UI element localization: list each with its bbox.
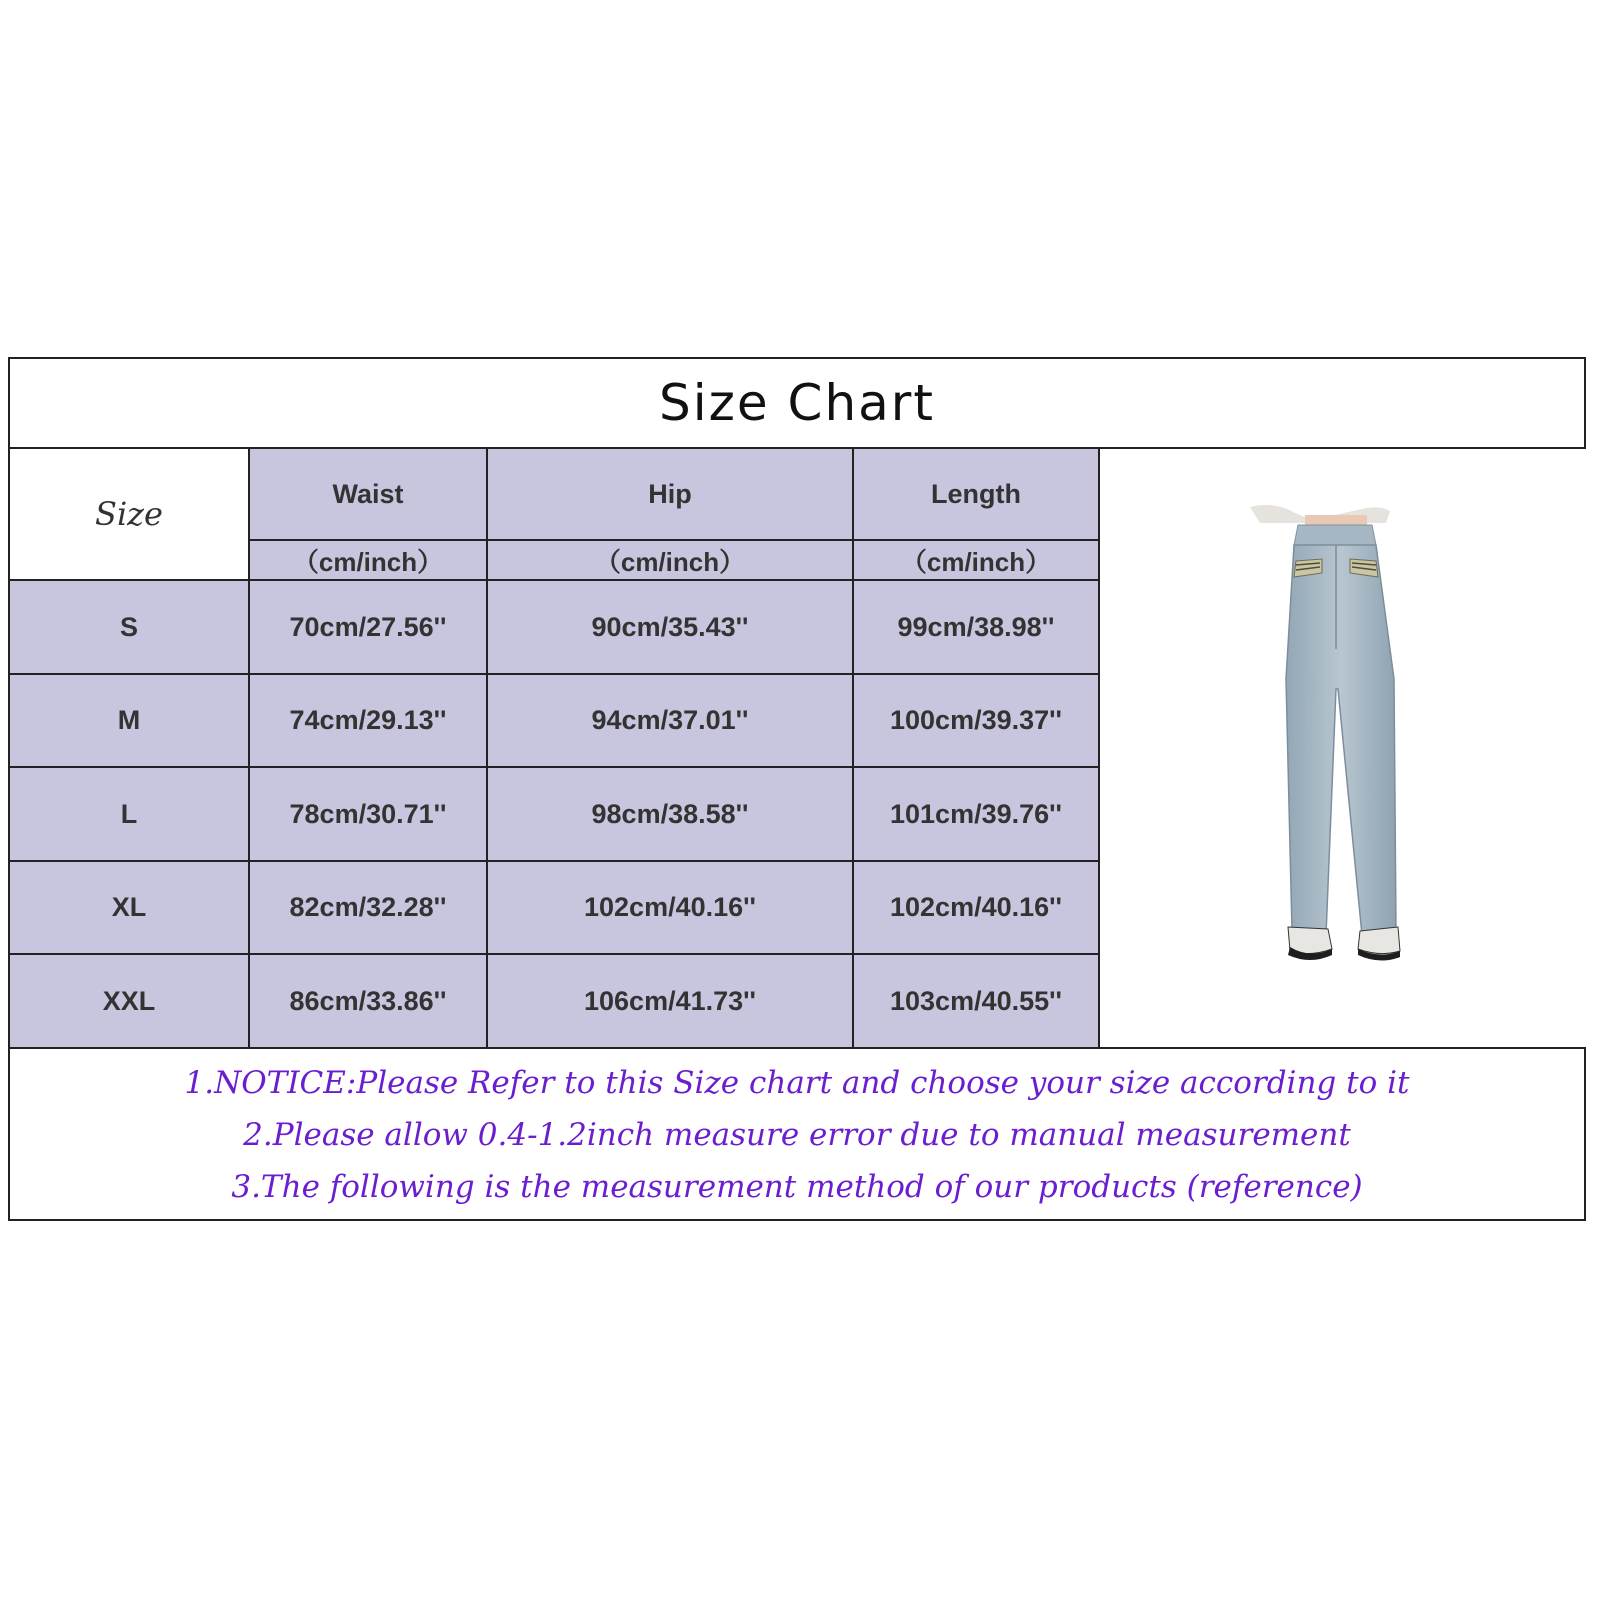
size-cell: M [10,673,248,766]
product-photo-panel [1098,449,1586,1047]
size-cell: L [10,766,248,860]
hip-cell: 98cm/38.58'' [486,766,852,860]
hip-cell: 90cm/35.43'' [486,579,852,673]
note-line: 2.Please allow 0.4-1.2inch measure error due to manual measurement [243,1117,1351,1153]
length-cell: 101cm/39.76'' [852,766,1098,860]
hip-unit: （cm/inch） [486,539,852,579]
length-cell: 99cm/38.98'' [852,579,1098,673]
waist-cell: 78cm/30.71'' [248,766,486,860]
notes-section [10,1047,1584,1221]
waist-cell: 70cm/27.56'' [248,579,486,673]
size-header: Size [95,495,163,533]
note-line: 1.NOTICE:Please Refer to this Size chart and choose your size according to it [184,1065,1410,1101]
waist-cell: 74cm/29.13'' [248,673,486,766]
jeans-product-image [1100,449,1586,1047]
size-chart-table [8,357,1586,1221]
length-cell: 102cm/40.16'' [852,860,1098,953]
hip-cell: 102cm/40.16'' [486,860,852,953]
hip-cell: 94cm/37.01'' [486,673,852,766]
length-unit: （cm/inch） [852,539,1098,579]
waist-cell: 86cm/33.86'' [248,953,486,1047]
length-cell: 100cm/39.37'' [852,673,1098,766]
hip-cell: 106cm/41.73'' [486,953,852,1047]
length-header: Length [852,449,1098,539]
size-cell: XXL [10,953,248,1047]
length-cell: 103cm/40.55'' [852,953,1098,1047]
size-cell: S [10,579,248,673]
waist-unit: （cm/inch） [248,539,486,579]
chart-title: Size Chart [10,359,1584,449]
waist-cell: 82cm/32.28'' [248,860,486,953]
waist-header: Waist [248,449,486,539]
size-cell: XL [10,860,248,953]
hip-header: Hip [486,449,852,539]
note-line: 3.The following is the measurement method of our products (reference) [231,1169,1363,1205]
